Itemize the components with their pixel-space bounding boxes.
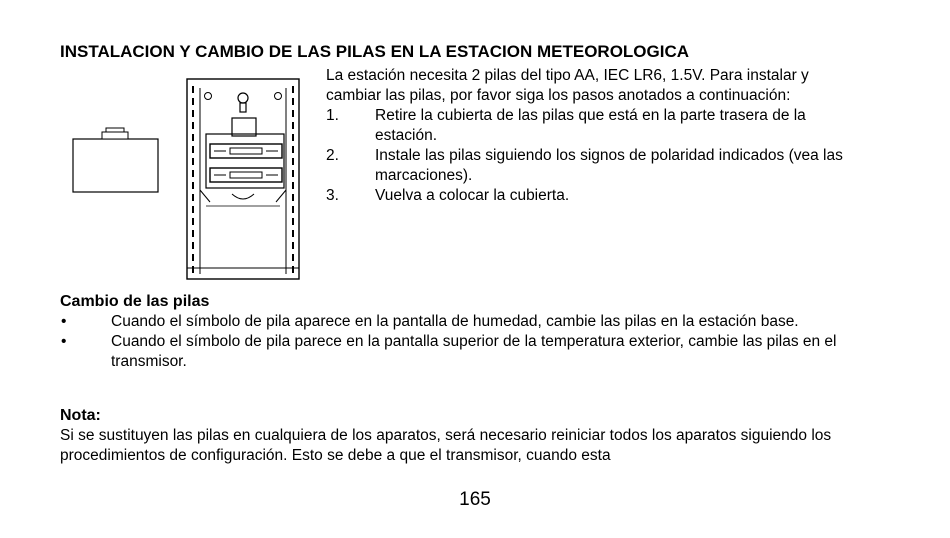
step-text: Instale las pilas siguiendo los signos de polaridad indicados (vea las marcaciones). bbox=[375, 147, 843, 184]
bullet-text: Cuando el símbolo de pila parece en la pantalla superior de la temperatura exterior, cambie las pilas en el transmisor. bbox=[111, 333, 837, 370]
battery-compartment-illustration bbox=[186, 78, 304, 283]
section-title: INSTALACION Y CAMBIO DE LAS PILAS EN LA ESTACION METEOROLOGICA bbox=[60, 42, 690, 61]
battery-change-list bbox=[60, 312, 860, 372]
list-item bbox=[60, 332, 860, 372]
step-number: 2. bbox=[326, 147, 339, 164]
bullet-icon: • bbox=[61, 333, 67, 350]
intro-text: La estación necesita 2 pilas del tipo AA, IEC LR6, 1.5V. Para instalar y cambiar las pilas, por favor siga los pasos anotados a continuación: bbox=[326, 67, 809, 104]
station-side-illustration bbox=[72, 126, 164, 196]
step-item bbox=[326, 106, 866, 146]
note-heading: Nota: bbox=[60, 407, 101, 424]
note-section bbox=[60, 406, 860, 466]
note-text: Si se sustituyen las pilas en cualquiera de los aparatos, será necesario reiniciar todos los aparatos siguiendo los procedimientos de configuración. Esto se debe a que el transmisor, cuando esta bbox=[60, 427, 832, 464]
step-number: 1. bbox=[326, 107, 339, 124]
step-text: Retire la cubierta de las pilas que está en la parte trasera de la estación. bbox=[375, 107, 806, 144]
step-text: Vuelva a colocar la cubierta. bbox=[375, 187, 570, 204]
intro-block bbox=[326, 66, 866, 206]
bullet-text: Cuando el símbolo de pila aparece en la pantalla de humedad, cambie las pilas en la estación base. bbox=[111, 313, 799, 330]
list-item bbox=[60, 312, 860, 332]
steps-list bbox=[326, 106, 866, 206]
battery-change-section bbox=[60, 292, 860, 372]
page-number: 165 bbox=[459, 489, 491, 510]
step-number: 3. bbox=[326, 187, 339, 204]
step-item bbox=[326, 146, 866, 186]
bullet-icon: • bbox=[61, 313, 67, 330]
step-item bbox=[326, 186, 866, 206]
battery-change-heading: Cambio de las pilas bbox=[60, 293, 210, 310]
